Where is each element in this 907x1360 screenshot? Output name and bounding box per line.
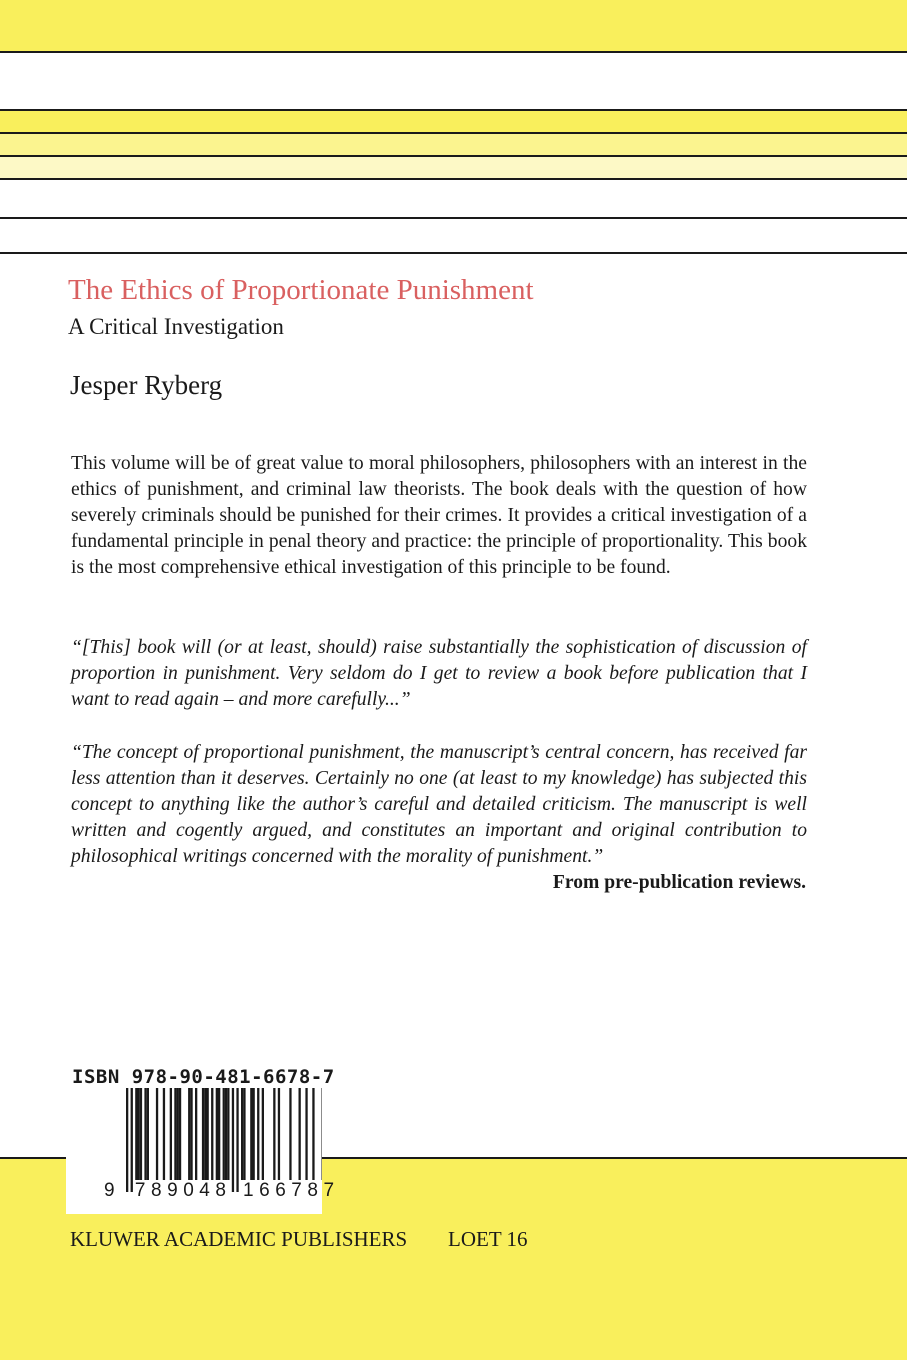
barcode-bar (147, 1088, 149, 1180)
barcode-bar (204, 1088, 206, 1180)
barcode-digit: 1 (243, 1180, 254, 1201)
barcode-bar (207, 1088, 209, 1180)
top-yellow-band (0, 0, 907, 51)
barcode-bar (126, 1088, 128, 1192)
barcode-bar (156, 1088, 158, 1180)
isbn-label: ISBN 978-90-481-6678-7 (72, 1066, 335, 1088)
barcode-bar (278, 1088, 280, 1180)
book-title: The Ethics of Proportionate Punishment (68, 274, 534, 306)
stripe-rule-5 (0, 217, 907, 219)
barcode-bar (223, 1088, 225, 1180)
barcode-bar (163, 1088, 165, 1180)
barcode-bar (138, 1088, 140, 1180)
barcode-bar (253, 1088, 255, 1180)
barcode-bar (250, 1088, 252, 1180)
barcode-bar (241, 1088, 243, 1180)
barcode-digit: 8 (215, 1180, 226, 1201)
stripe-rule-6 (0, 252, 907, 254)
book-author: Jesper Ryberg (70, 370, 223, 400)
barcode-bar (322, 1088, 323, 1180)
barcode-bar (305, 1088, 307, 1180)
barcode-bar (236, 1088, 238, 1192)
barcode-digit: 9 (104, 1180, 115, 1201)
barcode-bar (188, 1088, 190, 1180)
barcode-bar (299, 1088, 301, 1180)
barcode-digit: 8 (307, 1180, 318, 1201)
review-attribution: From pre-publication reviews. (552, 872, 806, 893)
top-white-band (0, 53, 907, 109)
review-quote-1: “[This] book will (or at least, should) raise substantially the sophistication of discussion of proportion in punishment. Very seldom do I get to review a book before publication that I want to read again – and more carefully...” (71, 637, 807, 710)
barcode-bar (262, 1088, 264, 1180)
barcode-bar (140, 1088, 142, 1180)
barcode-digit: 6 (275, 1180, 286, 1201)
barcode-bar (174, 1088, 176, 1180)
barcode-bar (227, 1088, 229, 1180)
publisher-name: KLUWER ACADEMIC PUBLISHERS (70, 1227, 408, 1251)
book-subtitle: A Critical Investigation (68, 314, 284, 339)
barcode-bar (170, 1088, 172, 1180)
barcode-bar (131, 1088, 133, 1192)
barcode-bar (195, 1088, 197, 1180)
series-number: LOET 16 (448, 1227, 528, 1251)
barcode-bar (211, 1088, 213, 1180)
barcode-bar (177, 1088, 179, 1180)
barcode-bar (273, 1088, 275, 1180)
barcode-bar (190, 1088, 192, 1180)
stripe-pale-yellow (0, 157, 907, 178)
barcode-bar (218, 1088, 220, 1180)
barcode (66, 1088, 335, 1214)
ean13-barcode-icon (66, 1088, 322, 1192)
barcode-bar (225, 1088, 227, 1180)
barcode-bar (135, 1088, 137, 1180)
barcode-digit: 7 (291, 1180, 302, 1201)
barcode-digit: 9 (167, 1180, 178, 1201)
barcode-bar (202, 1088, 204, 1180)
book-description: This volume will be of great value to moral philosophers, philosophers with an interest in the ethics of punishment, and criminal law theorists. The book deals with the question of how severely criminals should be punished for their crimes. It provides a critical investigation of a fundamental principle in penal theory and practice: the principle of proportionality. This book is the most comprehensive ethical investigation of this principle to be found. (71, 453, 807, 578)
barcode-bar (257, 1088, 259, 1180)
barcode-bar (216, 1088, 218, 1180)
barcode-bar (312, 1088, 314, 1180)
barcode-bar (289, 1088, 291, 1180)
barcode-digit: 4 (199, 1180, 210, 1201)
barcode-bar (144, 1088, 146, 1180)
barcode-bar (179, 1088, 181, 1180)
barcode-digit: 8 (151, 1180, 162, 1201)
barcode-bar (243, 1088, 245, 1180)
barcode-digit: 7 (323, 1180, 335, 1201)
stripe-light-yellow (0, 134, 907, 155)
barcode-digit: 7 (134, 1180, 146, 1201)
review-quote-2: “The concept of proportional punishment, the manuscript’s central concern, has received far less attention than it deserves. Certainly no one (at least to my knowledge) has subjected this concept to anything like the author’s careful and detailed criticism. The manuscript is well written and cogently argued, and constitutes an important and original contribution to philosophical writings concerned with the morality of punishment.” (71, 742, 807, 867)
barcode-digit: 0 (183, 1180, 194, 1201)
barcode-digits (66, 1180, 335, 1206)
stripe-rule-4 (0, 178, 907, 180)
barcode-digit: 6 (259, 1180, 270, 1201)
stripe-yellow (0, 111, 907, 132)
barcode-bar (232, 1088, 234, 1192)
